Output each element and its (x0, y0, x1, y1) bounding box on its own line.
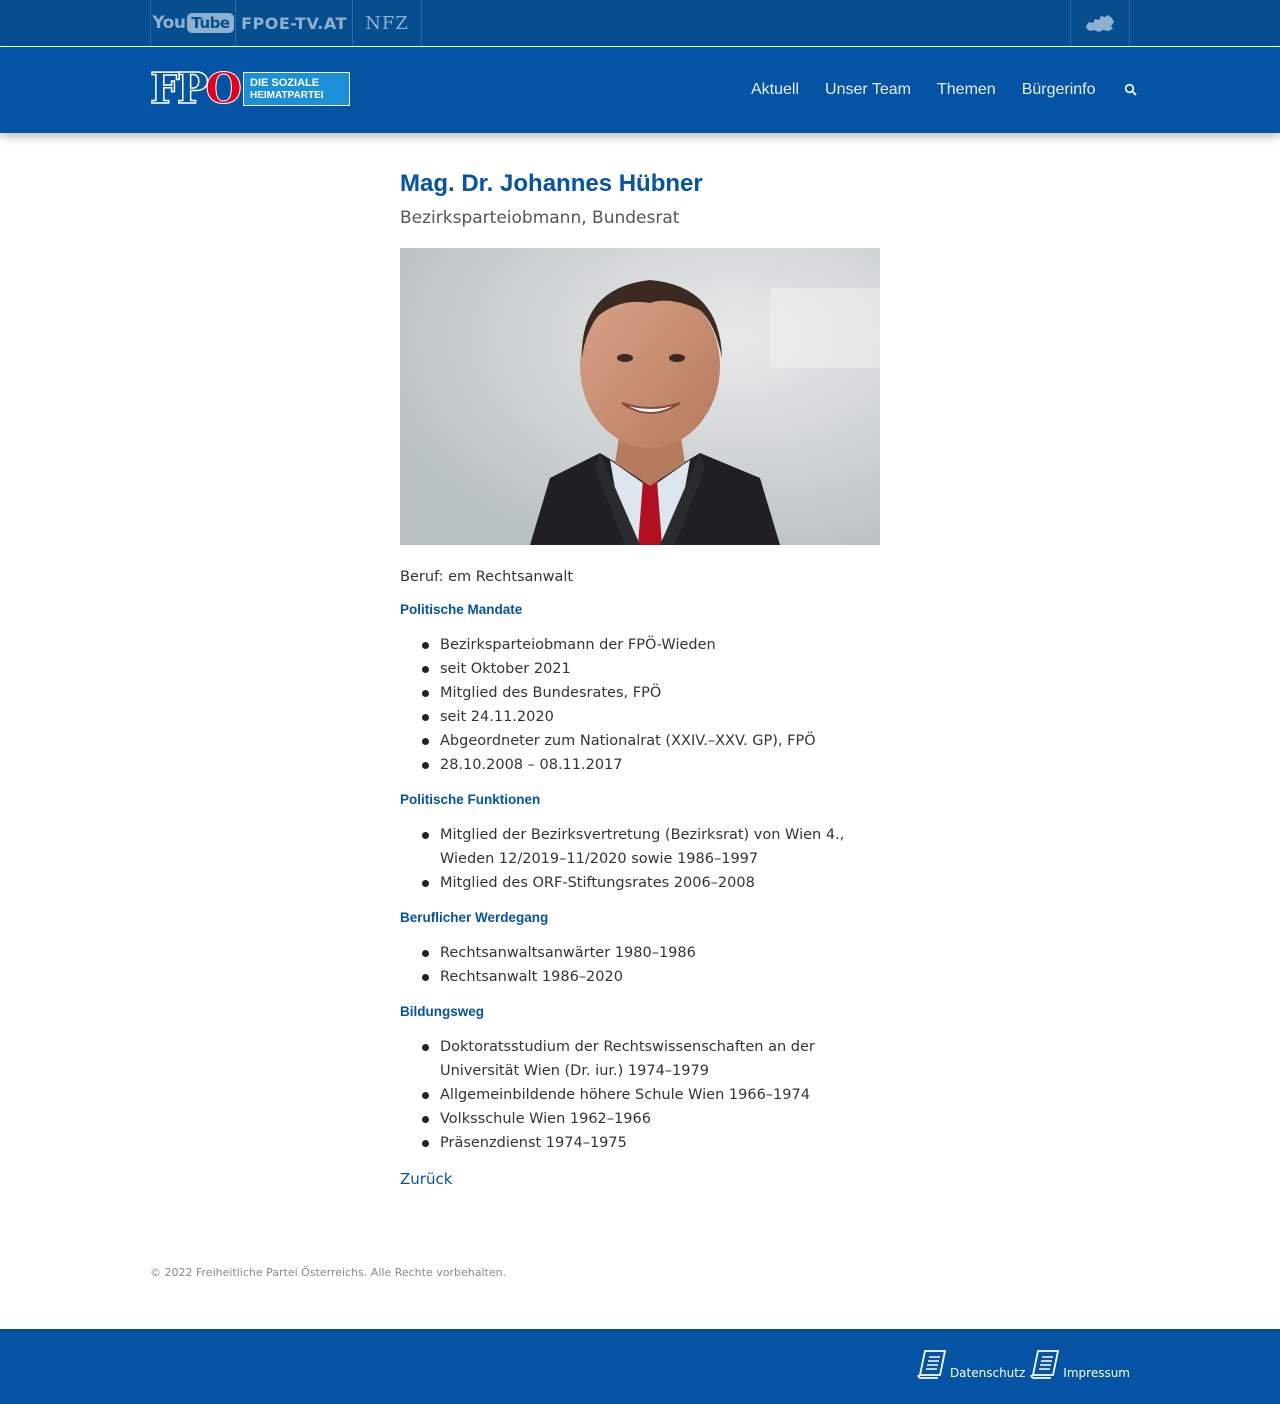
austria-map-icon (1084, 12, 1116, 34)
list-item: Abgeordneter zum Nationalrat (XXIV.–XXV. GP), FPÖ (400, 729, 880, 753)
page-title: Mag. Dr. Johannes Hübner (400, 170, 703, 197)
list-item: Doktoratsstudium der Rechtswissenschaften an der Universität Wien (Dr. iur.) 1974–1979 (400, 1035, 880, 1083)
fpoe-tv-logo: FPOE-TV.AT (241, 13, 347, 33)
fpo-logo[interactable] (150, 64, 350, 113)
search-icon[interactable] (1124, 83, 1138, 97)
nav-item-themen[interactable]: Themen (937, 81, 996, 98)
list-item: seit Oktober 2021 (400, 657, 880, 681)
nav-item-unser-team[interactable]: Unser Team (825, 81, 911, 98)
back-link[interactable]: Zurück (400, 1170, 453, 1188)
list-item: Allgemeinbildende höhere Schule Wien 1966–1974 (400, 1083, 880, 1107)
profile-photo (400, 248, 880, 545)
section-title-werdegang: Beruflicher Werdegang (400, 910, 549, 925)
profile-profession: Beruf: em Rechtsanwalt (400, 569, 574, 585)
copyright-text: © 2022 Freiheitliche Partei Österreichs. Alle Rechte vorbehalten. (150, 1266, 507, 1279)
document-icon (916, 1348, 948, 1380)
list-item: Mitglied des ORF-Stiftungsrates 2006–2008 (400, 871, 880, 895)
section-title-funktionen: Politische Funktionen (400, 792, 541, 807)
document-icon (1029, 1348, 1061, 1380)
profile-content (400, 168, 880, 1191)
nfz-link[interactable] (352, 0, 422, 46)
social-bar (0, 0, 1280, 46)
youtube-link[interactable] (150, 0, 236, 46)
profile-subtitle: Bezirksparteiobmann, Bundesrat (400, 208, 680, 228)
impressum-link[interactable]: Impressum (1029, 1348, 1130, 1380)
section-title-mandate: Politische Mandate (400, 602, 523, 617)
list-item: 28.10.2008 – 08.11.2017 (400, 753, 880, 777)
list-item: Präsenzdienst 1974–1975 (400, 1131, 880, 1155)
list-werdegang (400, 941, 880, 989)
page-footer (0, 1329, 1280, 1404)
section-title-bildungsweg: Bildungsweg (400, 1004, 484, 1019)
list-item: seit 24.11.2020 (400, 705, 880, 729)
austria-map-link[interactable] (1070, 0, 1130, 46)
list-item: Mitglied des Bundesrates, FPÖ (400, 681, 880, 705)
fpo-logo-tagline: DIE SOZIALE HEIMATPARTEI (243, 72, 350, 106)
youtube-logo: You Tube (152, 13, 233, 33)
list-item: Bezirksparteiobmann der FPÖ-Wieden (400, 633, 880, 657)
main-nav (740, 81, 1138, 99)
list-mandate (400, 633, 880, 777)
fpoe-tv-link[interactable] (235, 0, 353, 46)
list-funktionen (400, 823, 880, 895)
list-item: Mitglied der Bezirksvertretung (Bezirksrat) von Wien 4., Wieden 12/2019–11/2020 sowie 1986–1997 (400, 823, 880, 871)
datenschutz-link[interactable]: Datenschutz (916, 1348, 1025, 1380)
fpo-logo-letters: F P O (150, 64, 240, 113)
footer-links (912, 1348, 1130, 1380)
main-header (0, 47, 1280, 133)
nfz-logo: NFZ (365, 12, 409, 34)
portrait-illustration (400, 248, 880, 545)
nav-item-buergerinfo[interactable]: Bürgerinfo (1021, 81, 1096, 98)
list-item: Rechtsanwalt 1986–2020 (400, 965, 880, 989)
list-bildungsweg (400, 1035, 880, 1155)
list-item: Volksschule Wien 1962–1966 (400, 1107, 880, 1131)
nav-item-aktuell[interactable]: Aktuell (751, 81, 800, 98)
list-item: Rechtsanwaltsanwärter 1980–1986 (400, 941, 880, 965)
